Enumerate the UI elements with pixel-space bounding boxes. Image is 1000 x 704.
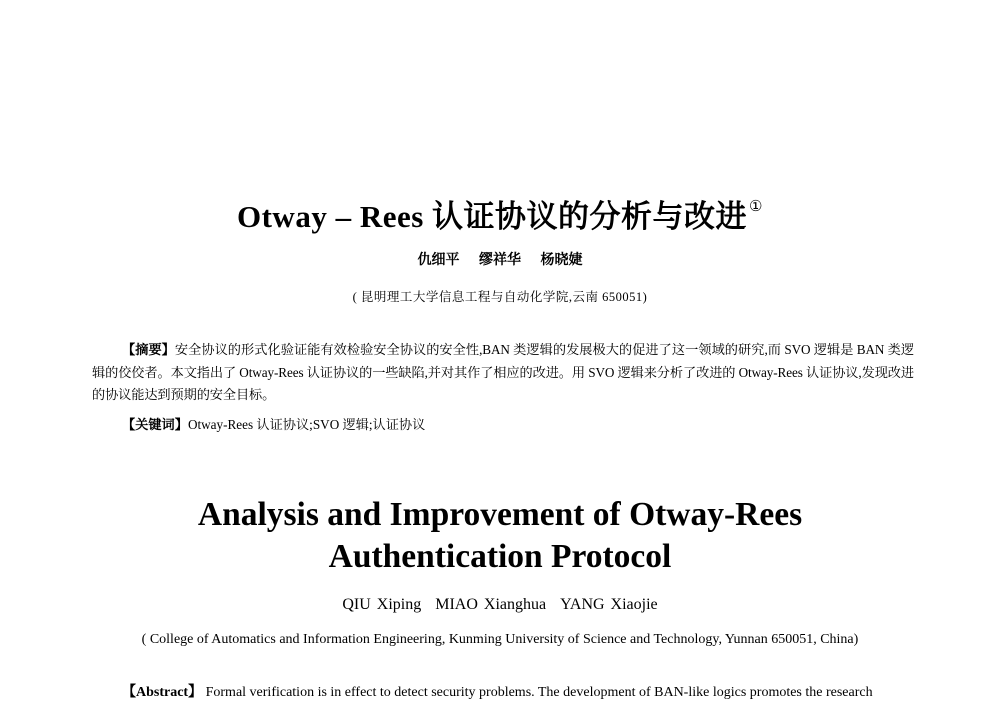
english-title-line: Analysis and Improvement of Otway-Rees bbox=[197, 496, 803, 533]
chinese-author: 杨晓婕 bbox=[540, 253, 583, 268]
chinese-title bbox=[0, 191, 1000, 236]
english-title bbox=[0, 494, 1000, 578]
english-authors bbox=[0, 596, 1000, 614]
english-author: QIU Xiping bbox=[342, 596, 422, 613]
chinese-abstract bbox=[92, 339, 914, 407]
chinese-author: 仇细平 bbox=[417, 253, 460, 268]
english-affiliation: ( College of Automatics and Information Engineering, Kunming University of Science and Technology, Yunnan 650051, China) bbox=[141, 632, 859, 647]
chinese-abstract-label: 【摘要】 bbox=[122, 342, 175, 357]
chinese-keywords bbox=[122, 414, 425, 433]
english-abstract-text: Formal verification is in effect to detect security problems. The development of BAN-like logics promotes the research bbox=[202, 685, 873, 700]
english-title-line: Authentication Protocol bbox=[328, 538, 672, 575]
chinese-keywords-label: 【关键词】 bbox=[122, 417, 188, 432]
chinese-authors bbox=[0, 249, 1000, 269]
english-abstract bbox=[122, 682, 922, 704]
chinese-author: 缪祥华 bbox=[479, 253, 521, 268]
english-author: YANG Xiaojie bbox=[560, 596, 658, 613]
footnote-mark: ① bbox=[749, 199, 763, 215]
chinese-title-text: Otway – Rees 认证协议的分析与改进 bbox=[237, 199, 748, 234]
chinese-keywords-text: Otway-Rees 认证协议;SVO 逻辑;认证协议 bbox=[187, 417, 426, 432]
english-author: MIAO Xianghua bbox=[435, 596, 547, 613]
english-abstract-label: 【Abstract】 bbox=[122, 685, 203, 700]
chinese-affiliation: ( 昆明理工大学信息工程与自动化学院,云南 650051) bbox=[352, 290, 648, 304]
chinese-abstract-text: 安全协议的形式化验证能有效检验安全协议的安全性,BAN 类逻辑的发展极大的促进了这一领域的研究,而 SVO 逻辑是 BAN 类逻辑的佼佼者。本文指出了 Otway-Rees 认证协议的一些缺陷,并对其作了相应的改进。用 SVO 逻辑来分析了改进的 Otway-Rees 认证协议,发现改进的协议能达到预期的安全目标。 bbox=[92, 342, 914, 402]
